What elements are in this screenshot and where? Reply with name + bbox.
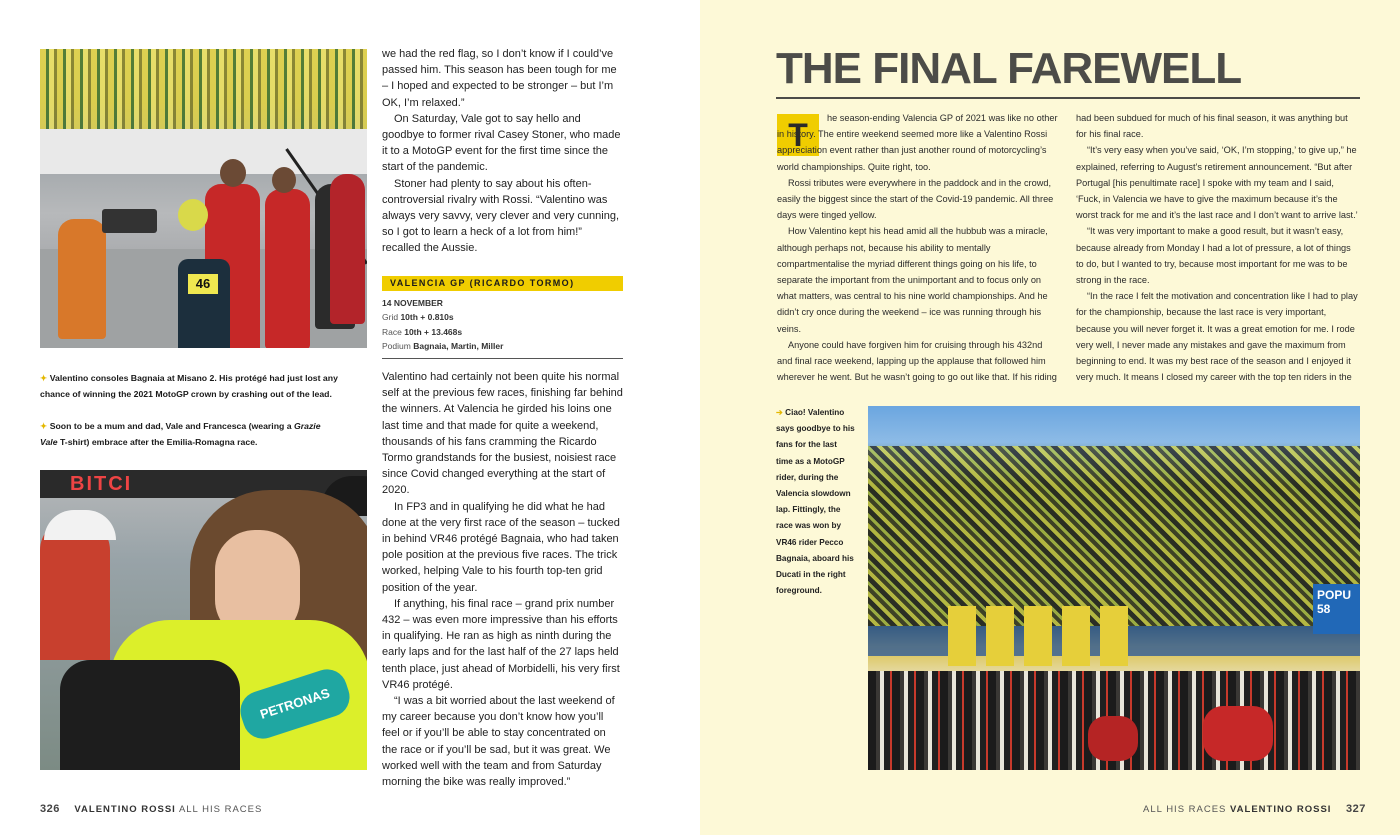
text-column-bottom — [382, 369, 623, 790]
folio-left — [40, 803, 262, 815]
title-rule — [776, 97, 1360, 99]
paragraph: In FP3 and in qualifying he did what he had done at the very first race of the season – tucked in behind VR46 protégé Bagnaia, who had taken pole position at the previous five races. The trick worked, helping Vale to his fourth top-ten grid position of the year. — [382, 500, 620, 594]
caption-marker-icon: ✦ — [40, 373, 48, 383]
sponsor-banner: BITCI — [40, 470, 367, 498]
paragraph: “It’s very easy when you’ve said, ‘OK, I’m stopping,’ to give up,” he explained, referring to August’s retirement announcement. “But after Portugal [his penultimate race] I spoke with my team and I said, ‘Fuck, in Valencia we have to give the maximum because it’s the worst track for me and it’s the last race and I don’t want to arrive last.’ — [1076, 145, 1358, 221]
paragraph: Stoner had plenty to say about his often-controversial rivalry with Rossi. “Valentino was always very savvy, very clever and very cunning, so I got to learn a heck of a lot from him!” recalled the Aussie. — [382, 177, 619, 255]
motorcycle — [178, 259, 230, 348]
person-left — [40, 520, 110, 660]
drop-cap: T — [777, 114, 819, 156]
paragraph: “I was a bit worried about the last weekend of my career because you don’t know how you’ll feel or if you’ll be able to stay concentrated on the race or if you’ll be sad, but it was great. We worked well with the team and from Saturday morning the bike was really improved.” — [382, 695, 615, 789]
ducati-bike — [1203, 706, 1273, 761]
paragraph: Valentino had certainly not been quite his normal self at the previous few races, finishing far behind the winners. At Valencia he girded his loins one last time and that made for quite a weekend, thousands of his fans cramming the Ricardo Tormo grandstands for the busiest, noisiest race since Covid changed everything at the start of 2020. — [382, 371, 623, 497]
yellow-flags — [948, 606, 1128, 666]
photo-valencia-farewell — [868, 406, 1360, 770]
text-column-1 — [777, 110, 1059, 385]
race-value: 10th + 13.468s — [404, 326, 463, 337]
page-number: 327 — [1346, 803, 1366, 815]
caption-arrow-icon: ➔ — [776, 408, 783, 417]
caption-text: T-shirt) embrace after the Emilia-Romagna race. — [57, 437, 258, 447]
cameraman — [58, 219, 106, 339]
ducati-crew-member — [265, 189, 310, 348]
caption-emphasis: Grazie Vale — [40, 421, 321, 447]
divider — [382, 358, 623, 359]
bike-number: 46 — [188, 274, 218, 294]
race-date: 14 NOVEMBER — [382, 298, 443, 308]
shoulder-logo: PETRONAS — [235, 664, 354, 744]
paragraph-text: he season-ending Valencia GP of 2021 was like no other in history. The entire weekend seemed more like a Valentino Rossi appreciation event rather than just another round of motorcycling’s world championships. Quite right, too. — [777, 113, 1058, 172]
chapter-title: THE FINAL FAREWELL — [776, 44, 1242, 93]
leathers — [60, 660, 240, 770]
paragraph: “In the race I felt the motivation and concentration like I had to play for the championship, because the last race is very important, because you will never forget it. It was a great emotion for me. I rode very well, I never made any mistakes and gave the maximum from beginning to end. It was my best race of the season and I enjoyed it very much. It means I closed my career with the top ten riders in the — [1076, 291, 1358, 383]
tv-camera — [102, 209, 157, 233]
book-title: ALL HIS RACES — [1143, 804, 1227, 815]
grid-value: 10th + 0.810s — [400, 312, 454, 323]
race-row — [382, 325, 623, 339]
folio-right — [1143, 803, 1366, 815]
book-title: ALL HIS RACES — [178, 804, 263, 815]
caption-text: Valentino consoles Bagnaia at Misano 2. His protégé had just lost any chance of winning the 2021 MotoGP crown by crashing out of the lead. — [40, 373, 338, 399]
results-heading: VALENCIA GP (RICARDO TORMO) — [382, 276, 623, 291]
grid-row — [382, 310, 623, 324]
photo-embrace — [40, 470, 367, 770]
text-column-2 — [1076, 110, 1360, 385]
podium-label: Podium — [382, 340, 411, 351]
paragraph: Rossi tributes were everywhere in the paddock and in the crowd, easily the biggest since the start of the Covid-19 pandemic. All three days were tinged yellow. — [777, 177, 1054, 221]
sponsor-flag: POPU 58 — [1313, 584, 1360, 634]
photo-caption-2 — [40, 418, 340, 450]
paragraph: If anything, his final race – grand prix number 432 – was even more impressive than his efforts in qualifying. He ran as high as ninth during the early laps and for the last half of the 27 laps held tenth place, just ahead of Morbidelli, his very first VR46 protégé. — [382, 597, 620, 691]
podium-value: Bagnaia, Martin, Miller — [413, 340, 504, 351]
paragraph: we had the red flag, so I don’t know if I could’ve passed him. This season has been tough for me – I hoped and expected to be stronger – but I’m OK, I’m relaxed.” — [382, 48, 617, 109]
grid-label: Grid — [382, 312, 399, 323]
book-title-bold: VALENTINO ROSSI — [74, 804, 176, 815]
caption-marker-icon: ✦ — [40, 421, 48, 431]
cap — [44, 510, 116, 540]
photo-caption-1 — [40, 370, 340, 402]
paragraph: How Valentino kept his head amid all the hubbub was a miracle, although perhaps not, because his ability to mentally compartmentalise the myriad different things going on his life, to separate the important from the unimportant and to focus only on what matters, was central to his nine world championships. And he didn’t cry once during the weekend – ice was running through his veins. — [777, 226, 1048, 334]
ducati-bike — [1088, 716, 1138, 761]
head — [220, 159, 246, 187]
book-title-bold: VALENTINO ROSSI — [1230, 804, 1332, 815]
helmet — [178, 199, 208, 231]
grandstand-crowd — [868, 446, 1360, 626]
photo-misano-console — [40, 49, 367, 348]
paragraph: Anyone could have forgiven him for cruising through his 432nd and final race weekend, lapping up the applause that followed him wherever he went. But he wasn’t going to go out like that. If his riding — [777, 339, 1057, 383]
page-number: 326 — [40, 803, 60, 815]
caption-text: Ciao! Valentino says goodbye to his fans for the last time as a MotoGP rider, during the Valencia slowdown lap. Fittingly, the race was won by VR46 rider Pecco Bagnaia, aboard his Ducati in the right foreground. — [776, 408, 855, 596]
photo-caption-3 — [776, 405, 856, 599]
caption-text: Soon to be a mum and dad, Vale and Francesca (wearing a — [49, 421, 294, 431]
crowd-background — [40, 49, 367, 129]
pit-wall — [40, 129, 367, 174]
ducati-crew-member — [330, 174, 365, 324]
paragraph: On Saturday, Vale got to say hello and goodbye to former rival Casey Stoner, who made it to a MotoGP event for the first time since the start of the pandemic. — [382, 112, 621, 174]
head — [272, 167, 296, 193]
race-label: Race — [382, 326, 402, 337]
paragraph — [777, 110, 1059, 175]
paragraph: “It was very important to make a good result, but it wasn’t easy, because already from Monday I had a lot of pressure, a lot of things to do, but I wanted to try, because most important for me was to be strong in the race. — [1076, 226, 1351, 286]
results-table — [382, 296, 623, 353]
text-column-top — [382, 46, 623, 257]
paragraph: had been subdued for much of his final season, it was anything but for his final race. — [1076, 113, 1348, 140]
podium-row — [382, 339, 623, 353]
